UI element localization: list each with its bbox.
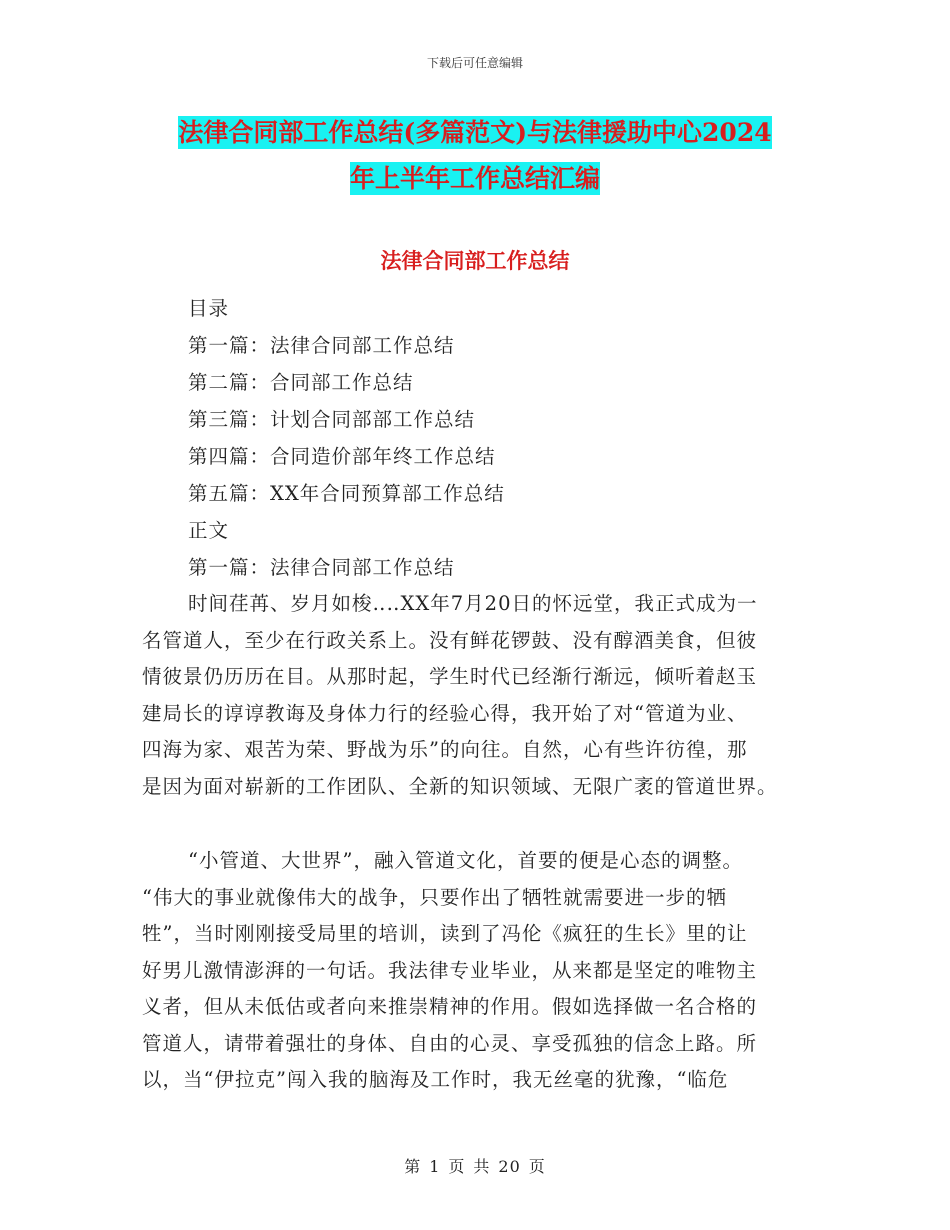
paragraph-line: 建局长的谆谆教诲及身体力行的经验心得，我开始了对“管道为业、 <box>142 701 748 725</box>
paragraph-2 <box>142 843 812 1099</box>
paragraph-line: 管道人，请带着强壮的身体、自由的心灵、享受孤独的信念上路。所 <box>142 1031 758 1055</box>
footer-label-mid: 页 <box>448 1157 466 1176</box>
toc-heading: 目录 <box>188 297 230 320</box>
paragraph-line: 义者，但从未低估或者向来推崇精神的作用。假如选择做一名合格的 <box>142 995 758 1018</box>
toc-item: 第二篇：合同部工作总结 <box>188 371 414 394</box>
body-sub-heading: 第一篇：法律合同部工作总结 <box>188 556 455 579</box>
document-title-line2: 年上半年工作总结汇编 <box>349 164 600 193</box>
toc-item: 第三篇：计划合同部部工作总结 <box>188 408 476 431</box>
paragraph-line: 好男儿激情澎湃的一句话。我法律专业毕业，从来都是坚定的唯物主 <box>142 958 758 982</box>
footer-label-total: 共 <box>473 1157 491 1176</box>
paragraph-line: 是因为面对崭新的工作团队、全新的知识领域、无限广袤的管道世界。 <box>142 774 778 798</box>
toc-item: 第五篇：XX年合同预算部工作总结 <box>188 482 505 505</box>
paragraph-line: “小管道、大世界”，融入管道文化，首要的便是心态的调整。 <box>188 849 743 872</box>
current-page-number: 1 <box>429 1157 441 1176</box>
paragraph-line: 情彼景仍历历在目。从那时起，学生时代已经渐行渐远，倾听着赵玉 <box>142 665 758 688</box>
paragraph-line: 以，当“伊拉克”闯入我的脑海及工作时，我无丝毫的犹豫，“临危 <box>142 1068 729 1091</box>
page-footer <box>0 1154 950 1177</box>
paragraph-line: 时间荏苒、岁月如梭‥‥XX年7月20日的怀远堂，我正式成为一 <box>188 592 758 615</box>
footer-label-pre: 第 <box>404 1157 422 1176</box>
toc-item: 第一篇：法律合同部工作总结 <box>188 334 455 357</box>
document-title <box>0 110 950 202</box>
footer-label-post: 页 <box>528 1157 546 1176</box>
paragraph-gap <box>142 805 812 843</box>
paragraph-line: 名管道人，至少在行政关系上。没有鲜花锣鼓、没有醇酒美食，但彼 <box>142 628 758 652</box>
paragraph-line: “伟大的事业就像伟大的战争，只要作出了牺牲就需要进一步的牺 <box>142 885 727 909</box>
paragraph-line: 四海为家、艰苦为荣、野战为乐”的向往。自然，心有些许彷徨，那 <box>142 738 748 761</box>
document-content <box>142 290 812 1099</box>
paragraph-1 <box>142 586 812 805</box>
toc-item: 第四篇：合同造价部年终工作总结 <box>188 445 496 468</box>
header-note: 下载后可任意编辑 <box>426 56 523 70</box>
total-pages: 20 <box>498 1157 521 1176</box>
paragraph-line: 牲”，当时刚刚接受局里的培训，读到了冯伦《疯狂的生长》里的让 <box>142 922 748 945</box>
document-title-line1: 法律合同部工作总结(多篇范文)与法律援助中心2024 <box>178 118 772 147</box>
section-title: 法律合同部工作总结 <box>380 248 570 273</box>
body-heading: 正文 <box>188 519 230 542</box>
